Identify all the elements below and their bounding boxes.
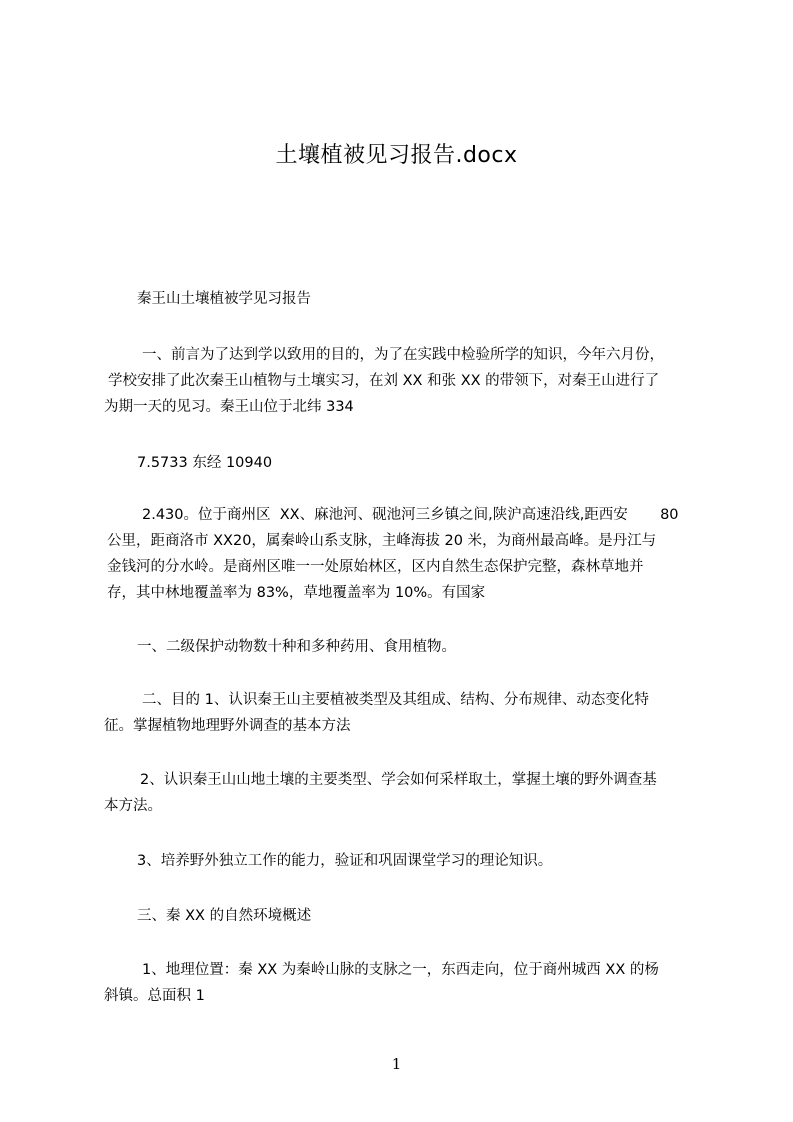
paragraph-line: 2.430。位于商州区 XX、麻池河、砚池河三乡镇之间,陕沪高速沿线,距西安 80 <box>142 507 679 523</box>
paragraph-line: 二、目的 1、认识秦王山主要植被类型及其组成、结构、分布规律、动态变化特 <box>142 692 649 708</box>
paragraph-line: 公里，距商洛市 XX20，属秦岭山系支脉，主峰海拔 20 米，为商州最高峰。是丹江与 <box>107 533 657 549</box>
paragraph-line: 3、培养野外独立工作的能力，验证和巩固课堂学习的理论知识。 <box>137 853 553 869</box>
paragraph-line: 一、前言为了达到学以致用的目的，为了在实践中检验所学的知识，今年六月份， <box>142 347 664 363</box>
report-subtitle: 秦王山土壤植被学见习报告 <box>137 291 311 307</box>
paragraph-line: 1、地理位置：秦 XX 为秦岭山脉的支脉之一，东西走向，位于商州城西 XX 的杨 <box>142 962 659 978</box>
paragraph-line: 存，其中林地覆盖率为 83%，草地覆盖率为 10%。有国家 <box>107 585 486 601</box>
paragraph-line: 2、认识秦王山山地土壤的主要类型、学会如何采样取土，掌握土壤的野外调查基 <box>140 772 657 788</box>
paragraph-line: 本方法。 <box>104 798 162 814</box>
paragraph-line: 一、二级保护动物数十种和多种药用、食用植物。 <box>137 639 456 655</box>
paragraph-line: 学校安排了此次秦王山植物与土壤实习，在刘 XX 和张 XX 的带领下，对秦王山进行了 <box>108 373 660 389</box>
section-heading: 三、秦 XX 的自然环境概述 <box>137 908 312 924</box>
paragraph-line: 斜镇。总面积 1 <box>104 988 205 1004</box>
paragraph-line: 7.5733 东经 10940 <box>137 455 273 471</box>
paragraph-line: 金钱河的分水岭。是商州区唯一一处原始林区，区内自然生态保护完整，森林草地并 <box>107 559 644 575</box>
document-title: 土壤植被见习报告.docx <box>275 143 518 168</box>
paragraph-line: 为期一天的见习。秦王山位于北纬 334 <box>104 399 354 415</box>
paragraph-line: 征。掌握植物地理野外调查的基本方法 <box>104 718 351 734</box>
page-number: 1 <box>391 1055 402 1073</box>
